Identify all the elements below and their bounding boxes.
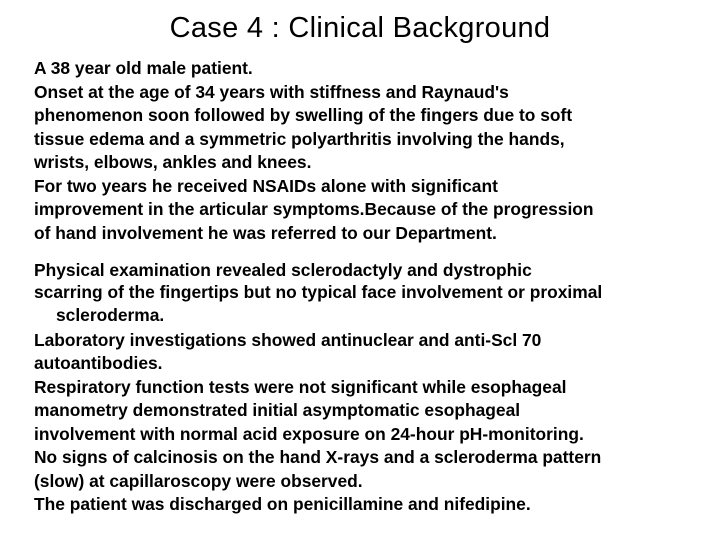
findings-line: The patient was discharged on penicillamine and nifedipine. xyxy=(34,494,531,514)
history-line: A 38 year old male patient. xyxy=(34,58,253,78)
findings-line: manometry demonstrated initial asymptomatic esophageal xyxy=(34,400,521,420)
history-line: phenomenon soon followed by swelling of the fingers due to soft xyxy=(34,105,573,125)
history-line: Onset at the age of 34 years with stiffness and Raynaud's xyxy=(34,81,509,102)
slide-title: Case 4 : Clinical Background xyxy=(169,12,551,44)
findings-line: involvement with normal acid exposure on 24-hour pH-monitoring. xyxy=(34,423,584,444)
findings-line: Laboratory investigations showed antinuclear and anti-Scl 70 xyxy=(34,329,542,350)
findings-line: No signs of calcinosis on the hand X-rays and a scleroderma pattern xyxy=(34,447,602,467)
findings-line: scleroderma. xyxy=(56,304,165,325)
findings-line: Physical examination revealed sclerodactyly and dystrophic xyxy=(34,260,532,280)
findings-line: scarring of the fingertips but no typical face involvement or proximal xyxy=(34,281,603,302)
history-line: tissue edema and a symmetric polyarthritis involving the hands, xyxy=(34,128,565,149)
history-line: of hand involvement he was referred to our Department. xyxy=(34,222,497,243)
history-line: wrists, elbows, ankles and knees. xyxy=(34,152,312,172)
findings-line: Respiratory function tests were not significant while esophageal xyxy=(34,376,567,397)
history-line: For two years he received NSAIDs alone with significant xyxy=(34,175,498,196)
findings-line: autoantibodies. xyxy=(34,353,163,373)
history-line: improvement in the articular symptoms.Because of the progression xyxy=(34,199,594,219)
clinical-findings-block xyxy=(34,259,698,517)
clinical-history-block xyxy=(34,57,698,245)
findings-line: (slow) at capillaroscopy were observed. xyxy=(34,470,363,491)
